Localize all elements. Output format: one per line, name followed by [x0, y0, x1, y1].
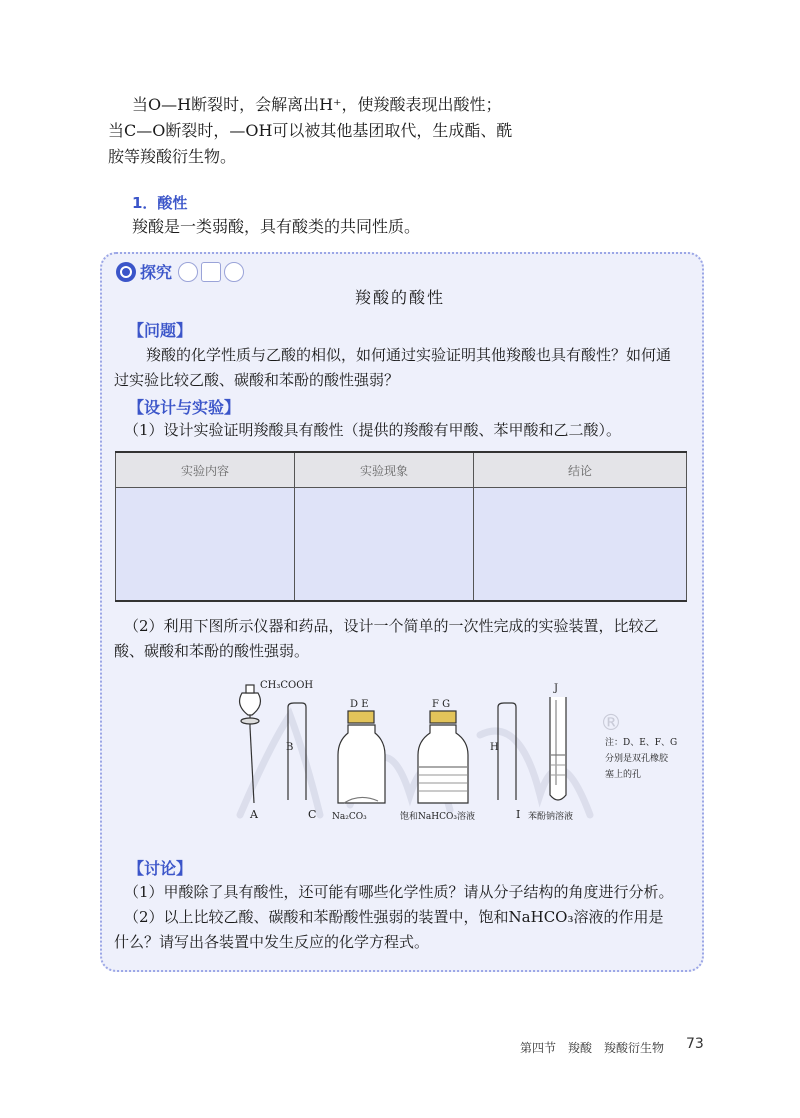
design-line-2b: 酸、碳酸和苯酚的酸性强弱。	[114, 642, 310, 660]
brain-icon	[178, 262, 198, 282]
watermark	[240, 715, 590, 815]
intro-line-3: 胺等羧酸衍生物。	[108, 147, 237, 166]
table-header: 实验现象	[295, 452, 474, 488]
note-line-3: 塞上的孔	[605, 770, 642, 780]
cycle-icon	[224, 262, 244, 282]
label-i: I	[516, 808, 521, 821]
label-na2co3: Na₂CO₃	[332, 812, 367, 822]
label-h: H	[490, 742, 499, 753]
discuss-line-2a: （2）以上比较乙酸、碳酸和苯酚酸性强弱的装置中，饱和NaHCO₃溶液的作用是	[124, 908, 664, 926]
intro-line-2: 当C—O断裂时，—OH可以被其他基团取代，生成酯、酰	[108, 121, 513, 140]
apparatus-figure	[220, 675, 690, 855]
label-ch3cooh: CH₃COOH	[260, 680, 314, 691]
section-text: 羧酸是一类弱酸，具有酸类的共同性质。	[132, 217, 421, 236]
design-line-1: （1）设计实验证明羧酸具有酸性（提供的羧酸有甲酸、苯甲酸和乙二酸）。	[124, 421, 622, 439]
watermark-mark: ®	[600, 711, 622, 736]
note-line-1: 注：D、E、F、G	[605, 738, 678, 748]
target-icon	[116, 262, 136, 282]
discuss-line-2b: 什么？请写出各装置中发生反应的化学方程式。	[114, 933, 430, 951]
table-cell	[295, 488, 474, 602]
label-nahco3: 饱和NaHCO₃溶液	[400, 812, 475, 822]
footer-section: 第四节 羧酸 羧酸衍生物	[520, 1041, 665, 1055]
label-c: C	[308, 808, 317, 821]
section-title: 1．酸性	[132, 194, 188, 212]
design-line-2a: （2）利用下图所示仪器和药品，设计一个简单的一次性完成的实验装置，比较乙	[124, 617, 659, 635]
explore-label: 探究	[140, 263, 173, 282]
label-a: A	[250, 808, 258, 821]
intro-line-1: 当O—H断裂时，会解离出H⁺，使羧酸表现出酸性；	[132, 95, 502, 114]
explore-title: 羧酸的酸性	[354, 288, 445, 307]
design-tag: 【设计与实验】	[128, 398, 241, 417]
bottle-nahco3	[418, 711, 468, 803]
triangle-icon	[201, 262, 221, 282]
label-fg: F G	[432, 699, 451, 710]
page-number: 73	[686, 1036, 704, 1052]
label-phenolate: 苯酚钠溶液	[528, 812, 574, 822]
label-b: B	[286, 742, 294, 753]
question-line-2: 过实验比较乙酸、碳酸和苯酚的酸性强弱？	[114, 371, 400, 389]
label-de: D E	[350, 699, 369, 710]
question-line-1: 羧酸的化学性质与乙酸的相似，如何通过实验证明其他羧酸也具有酸性？如何通	[146, 346, 672, 364]
discuss-line-1: （1）甲酸除了具有酸性，还可能有哪些化学性质？请从分子结构的角度进行分析。	[124, 883, 674, 901]
table-cell	[474, 488, 687, 602]
bent-tube-h	[498, 703, 516, 800]
note-line-2: 分别是双孔橡胶	[605, 754, 669, 764]
discuss-tag: 【讨论】	[128, 859, 193, 878]
table-header: 实验内容	[116, 452, 295, 488]
label-j: J	[554, 683, 559, 694]
question-tag: 【问题】	[128, 321, 193, 340]
table-header: 结论	[474, 452, 687, 488]
bottle-na2co3	[338, 711, 385, 803]
test-tube	[550, 697, 566, 800]
experiment-table	[115, 451, 687, 602]
explore-header	[116, 260, 247, 283]
table-cell	[116, 488, 295, 602]
